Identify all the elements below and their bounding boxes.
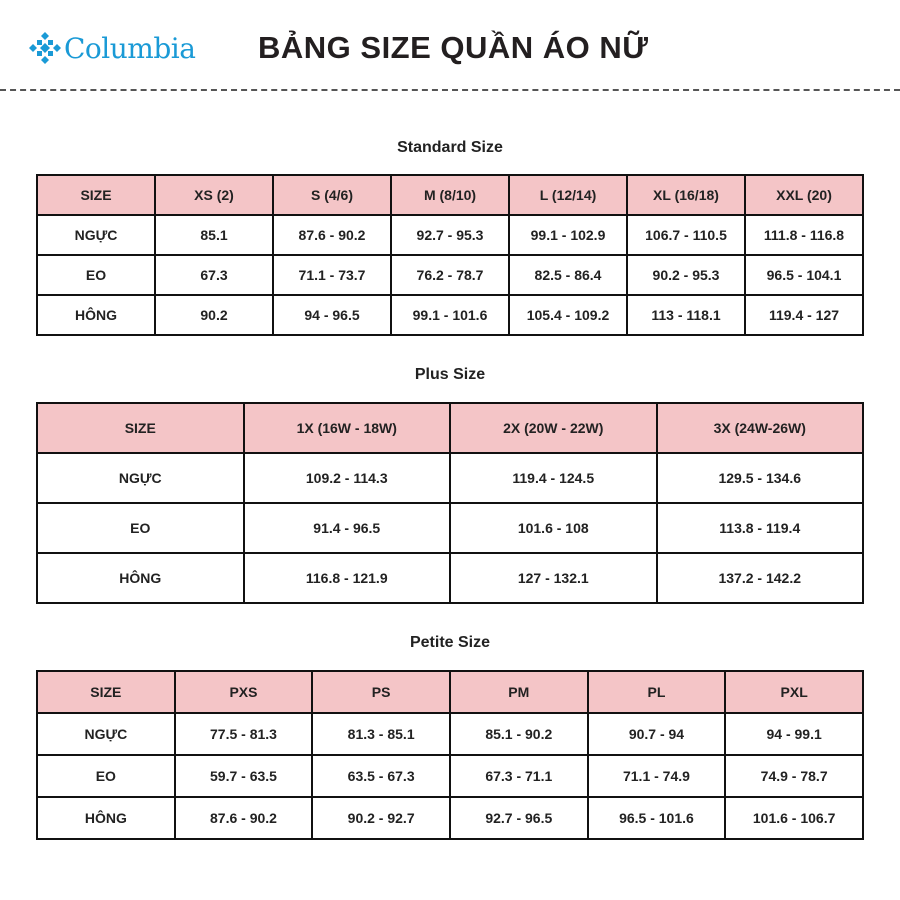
table-header-row	[37, 175, 863, 215]
header-cell: 3X (24W-26W)	[657, 403, 864, 453]
table-cell: 74.9 - 78.7	[725, 755, 863, 797]
header-cell: XS (2)	[155, 175, 273, 215]
table-cell: 137.2 - 142.2	[657, 553, 864, 603]
table-cell: 76.2 - 78.7	[391, 255, 509, 295]
columbia-diamond-icon	[28, 31, 62, 65]
table-row	[37, 503, 863, 553]
header-cell: PXL	[725, 671, 863, 713]
table-cell: 85.1	[155, 215, 273, 255]
table-cell: 71.1 - 73.7	[273, 255, 391, 295]
table-cell: 87.6 - 90.2	[273, 215, 391, 255]
table-cell: 59.7 - 63.5	[175, 755, 313, 797]
table-cell: 101.6 - 108	[450, 503, 657, 553]
page-title: BẢNG SIZE QUẦN ÁO NỮ	[258, 30, 649, 65]
table-cell: 99.1 - 101.6	[391, 295, 509, 335]
table-cell: 82.5 - 86.4	[509, 255, 627, 295]
table-row	[37, 553, 863, 603]
table-cell: 85.1 - 90.2	[450, 713, 588, 755]
header-cell: XXL (20)	[745, 175, 863, 215]
table-cell: 67.3	[155, 255, 273, 295]
table-row	[37, 713, 863, 755]
header-divider	[0, 89, 900, 91]
header-cell: 2X (20W - 22W)	[450, 403, 657, 453]
table-row	[37, 295, 863, 335]
table-cell: 90.7 - 94	[588, 713, 726, 755]
header-cell: M (8/10)	[391, 175, 509, 215]
header-cell: SIZE	[37, 403, 244, 453]
table-cell: 94 - 99.1	[725, 713, 863, 755]
table-cell: 113.8 - 119.4	[657, 503, 864, 553]
table-cell: 71.1 - 74.9	[588, 755, 726, 797]
header-cell: PM	[450, 671, 588, 713]
table-cell: 99.1 - 102.9	[509, 215, 627, 255]
header-cell: SIZE	[37, 671, 175, 713]
table-cell: 67.3 - 71.1	[450, 755, 588, 797]
table-header-row	[37, 403, 863, 453]
table-cell: 92.7 - 96.5	[450, 797, 588, 839]
header-cell: S (4/6)	[273, 175, 391, 215]
table-row	[37, 215, 863, 255]
table-cell: 127 - 132.1	[450, 553, 657, 603]
table-header-row	[37, 671, 863, 713]
table-cell: 101.6 - 106.7	[725, 797, 863, 839]
header-cell: 1X (16W - 18W)	[244, 403, 451, 453]
brand-name: Columbia	[64, 31, 196, 65]
table-cell: 94 - 96.5	[273, 295, 391, 335]
plus-size-table	[36, 402, 864, 604]
table-cell: 129.5 - 134.6	[657, 453, 864, 503]
table-row	[37, 453, 863, 503]
columbia-logo	[28, 28, 195, 68]
table-cell: 111.8 - 116.8	[745, 215, 863, 255]
table-cell: 106.7 - 110.5	[627, 215, 745, 255]
page-header	[0, 0, 900, 90]
row-label: HÔNG	[37, 295, 155, 335]
petite-size-title: Petite Size	[409, 634, 491, 651]
table-cell: 87.6 - 90.2	[175, 797, 313, 839]
table-cell: 90.2 - 95.3	[627, 255, 745, 295]
table-cell: 96.5 - 104.1	[745, 255, 863, 295]
row-label: NGỰC	[37, 713, 175, 755]
table-row	[37, 797, 863, 839]
standard-size-table	[36, 174, 864, 336]
table-cell: 91.4 - 96.5	[244, 503, 451, 553]
table-cell: 119.4 - 124.5	[450, 453, 657, 503]
table-row	[37, 255, 863, 295]
table-cell: 116.8 - 121.9	[244, 553, 451, 603]
header-cell: XL (16/18)	[627, 175, 745, 215]
petite-size-table	[36, 670, 864, 840]
row-label: EO	[37, 255, 155, 295]
table-cell: 96.5 - 101.6	[588, 797, 726, 839]
table-header	[37, 403, 863, 453]
table-cell: 113 - 118.1	[627, 295, 745, 335]
header-cell: PL	[588, 671, 726, 713]
table-cell: 90.2 - 92.7	[312, 797, 450, 839]
row-label: EO	[37, 503, 244, 553]
table-cell: 81.3 - 85.1	[312, 713, 450, 755]
table-cell: 109.2 - 114.3	[244, 453, 451, 503]
table-cell: 90.2	[155, 295, 273, 335]
header-cell: PS	[312, 671, 450, 713]
header-cell: SIZE	[37, 175, 155, 215]
header-cell: L (12/14)	[509, 175, 627, 215]
row-label: HÔNG	[37, 553, 244, 603]
table-header	[37, 671, 863, 713]
table-cell: 105.4 - 109.2	[509, 295, 627, 335]
table-cell: 63.5 - 67.3	[312, 755, 450, 797]
row-label: EO	[37, 755, 175, 797]
header-cell: PXS	[175, 671, 313, 713]
table-cell: 92.7 - 95.3	[391, 215, 509, 255]
row-label: NGỰC	[37, 453, 244, 503]
row-label: HÔNG	[37, 797, 175, 839]
table-cell: 119.4 - 127	[745, 295, 863, 335]
plus-size-title: Plus Size	[414, 366, 486, 383]
table-header	[37, 175, 863, 215]
row-label: NGỰC	[37, 215, 155, 255]
table-row	[37, 755, 863, 797]
table-cell: 77.5 - 81.3	[175, 713, 313, 755]
standard-size-title: Standard Size	[397, 139, 503, 156]
